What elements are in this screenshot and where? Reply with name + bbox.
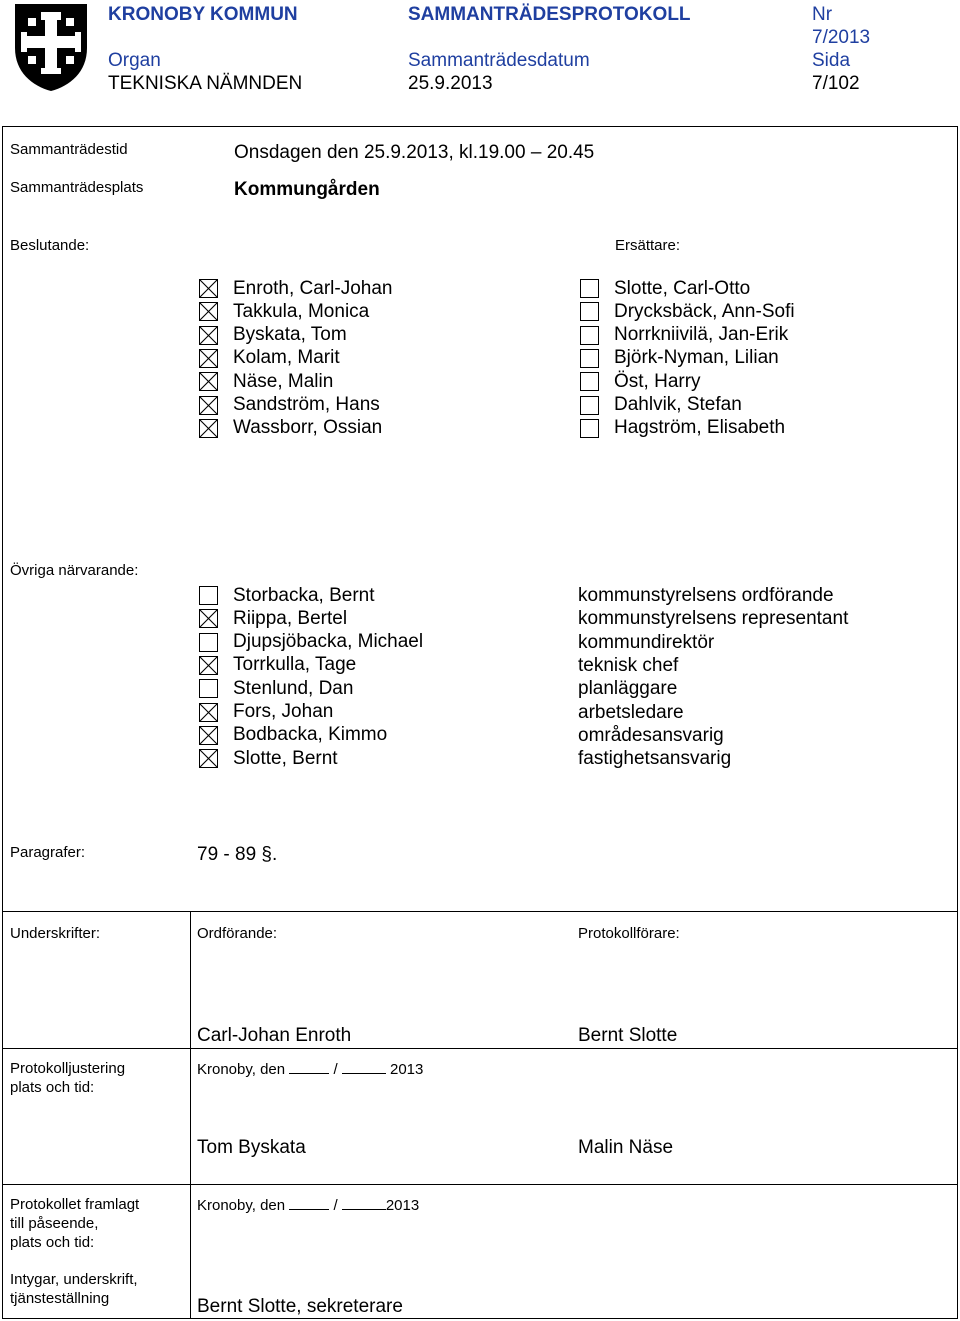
chair-label: Ordförande:	[197, 925, 278, 942]
person-name: Kolam, Marit	[233, 347, 340, 369]
person-name: Slotte, Bernt	[233, 747, 338, 769]
divider	[190, 911, 191, 1048]
person-role: fastighetsansvarig	[578, 748, 732, 770]
list-item	[199, 584, 375, 607]
list-item	[199, 370, 333, 393]
posted-label-line3: plats och tid:	[10, 1234, 95, 1251]
checked-checkbox-icon[interactable]	[199, 609, 218, 628]
list-item	[580, 417, 785, 440]
form-frame	[2, 126, 958, 1319]
person-name: Bodbacka, Kimmo	[233, 724, 388, 746]
empty-checkbox-icon[interactable]	[580, 302, 599, 321]
adjustment-label-line2: plats och tid:	[10, 1079, 95, 1096]
meeting-place-label: Sammanträdesplats	[10, 179, 144, 196]
list-item	[199, 724, 387, 747]
person-name: Storbacka, Bernt	[233, 584, 375, 606]
checked-checkbox-icon[interactable]	[199, 656, 218, 675]
secretary-name: Bernt Slotte	[578, 1025, 678, 1046]
person-role: planläggare	[578, 678, 678, 700]
adjuster-1-name: Tom Byskata	[197, 1137, 306, 1158]
person-name: Wassborr, Ossian	[233, 417, 383, 439]
person-name: Hagström, Elisabeth	[614, 417, 786, 439]
list-item	[199, 394, 380, 417]
person-name: Slotte, Carl-Otto	[614, 277, 751, 299]
date-value: 25.9.2013	[408, 73, 493, 94]
person-role: teknisk chef	[578, 654, 679, 676]
posted-label-line2: till påseende,	[10, 1215, 99, 1232]
list-item	[199, 300, 369, 323]
paragraphs-label: Paragrafer:	[10, 844, 86, 861]
organ-value: TEKNISKA NÄMNDEN	[108, 73, 303, 94]
list-item	[199, 747, 338, 770]
list-item	[580, 370, 701, 393]
person-name: Drycksbäck, Ann-Sofi	[614, 300, 795, 322]
date-label: Sammanträdesdatum	[408, 50, 590, 71]
person-name: Stenlund, Dan	[233, 677, 354, 699]
decision-makers-label: Beslutande:	[10, 237, 90, 254]
meeting-time-label: Sammanträdestid	[10, 141, 128, 158]
date-slash: /	[333, 1061, 338, 1078]
day-blank	[289, 1195, 329, 1210]
nr-value: 7/2013	[812, 27, 871, 48]
list-item	[199, 417, 382, 440]
list-item	[580, 394, 742, 417]
person-role: arbetsledare	[578, 701, 684, 723]
empty-checkbox-icon[interactable]	[199, 679, 218, 698]
certification-label-line1: Intygar, underskrift,	[10, 1271, 138, 1288]
month-blank	[342, 1059, 386, 1074]
list-item	[199, 324, 347, 347]
checked-checkbox-icon[interactable]	[199, 349, 218, 368]
person-name: Enroth, Carl-Johan	[233, 277, 393, 299]
divider	[2, 1048, 958, 1049]
divider	[2, 911, 958, 912]
list-item	[199, 277, 392, 300]
list-item	[199, 631, 423, 654]
checked-checkbox-icon[interactable]	[199, 302, 218, 321]
certification-value: Bernt Slotte, sekreterare	[197, 1296, 403, 1317]
checked-checkbox-icon[interactable]	[199, 396, 218, 415]
list-item	[580, 347, 779, 370]
municipality-name: KRONOBY KOMMUN	[108, 4, 298, 25]
person-role: kommunstyrelsens ordförande	[578, 585, 834, 606]
page-label: Sida	[812, 50, 851, 71]
municipality-coat-of-arms-logo	[12, 2, 90, 92]
empty-checkbox-icon[interactable]	[199, 633, 218, 652]
month-blank	[342, 1195, 386, 1210]
adjustment-place-date	[197, 1059, 423, 1079]
list-item	[199, 607, 347, 630]
empty-checkbox-icon[interactable]	[580, 326, 599, 345]
empty-checkbox-icon[interactable]	[199, 586, 218, 605]
person-name: Sandström, Hans	[233, 394, 380, 415]
person-name: Djupsjöbacka, Michael	[233, 631, 424, 653]
divider	[190, 1184, 191, 1319]
organ-label: Organ	[108, 50, 161, 71]
person-name: Torrkulla, Tage	[233, 654, 357, 676]
posted-place-date	[197, 1195, 419, 1215]
empty-checkbox-icon[interactable]	[580, 279, 599, 298]
list-item	[199, 677, 353, 700]
adjustment-year: 2013	[389, 1061, 424, 1078]
chair-name: Carl-Johan Enroth	[197, 1025, 352, 1046]
checked-checkbox-icon[interactable]	[199, 279, 218, 298]
person-name: Fors, Johan	[233, 701, 334, 722]
person-name: Björk-Nyman, Lilian	[614, 347, 779, 369]
list-item	[580, 324, 788, 347]
empty-checkbox-icon[interactable]	[580, 349, 599, 368]
meeting-place-value: Kommungården	[234, 179, 380, 200]
secretary-label: Protokollförare:	[578, 925, 680, 942]
page-value: 7/102	[812, 73, 860, 94]
checked-checkbox-icon[interactable]	[199, 726, 218, 745]
person-role: områdesansvarig	[578, 724, 724, 746]
person-name: Takkula, Monica	[233, 300, 370, 322]
meeting-time-value: Onsdagen den 25.9.2013, kl.19.00 – 20.45	[234, 142, 595, 163]
person-name: Norrkniivilä, Jan-Erik	[614, 324, 789, 346]
others-present-label: Övriga närvarande:	[10, 562, 139, 579]
substitutes-label: Ersättare:	[615, 237, 681, 254]
day-blank	[289, 1059, 329, 1074]
list-item	[580, 300, 795, 323]
empty-checkbox-icon[interactable]	[580, 372, 599, 391]
list-item	[199, 654, 356, 677]
list-item	[199, 347, 340, 370]
document-type: SAMMANTRÄDESPROTOKOLL	[408, 4, 691, 25]
posted-place-prefix: Kronoby, den	[197, 1197, 286, 1214]
person-name: Dahlvik, Stefan	[614, 394, 742, 415]
divider	[190, 1048, 191, 1184]
person-name: Byskata, Tom	[233, 324, 347, 346]
signatures-label: Underskrifter:	[10, 925, 101, 942]
paragraphs-value: 79 - 89 §.	[197, 844, 278, 865]
adjuster-2-name: Malin Näse	[578, 1137, 674, 1158]
list-item	[580, 277, 750, 300]
empty-checkbox-icon[interactable]	[580, 419, 599, 438]
nr-label: Nr	[812, 4, 833, 25]
date-slash: /	[333, 1197, 338, 1214]
adjustment-label-line1: Protokolljustering	[10, 1060, 126, 1077]
checked-checkbox-icon[interactable]	[199, 419, 218, 438]
adjustment-place-prefix: Kronoby, den	[197, 1061, 286, 1078]
person-role: kommunstyrelsens representant	[578, 608, 849, 630]
certification-label-line2: tjänsteställning	[10, 1290, 110, 1307]
checked-checkbox-icon[interactable]	[199, 372, 218, 391]
posted-label-line1: Protokollet framlagt	[10, 1196, 140, 1213]
divider	[2, 1184, 958, 1185]
person-name: Riippa, Bertel	[233, 607, 348, 629]
person-role: kommundirektör	[578, 631, 715, 653]
person-name: Öst, Harry	[614, 370, 701, 392]
checked-checkbox-icon[interactable]	[199, 703, 218, 722]
list-item	[199, 701, 333, 724]
checked-checkbox-icon[interactable]	[199, 749, 218, 768]
posted-year: 2013	[385, 1197, 420, 1214]
person-name: Näse, Malin	[233, 370, 334, 392]
empty-checkbox-icon[interactable]	[580, 396, 599, 415]
checked-checkbox-icon[interactable]	[199, 326, 218, 345]
